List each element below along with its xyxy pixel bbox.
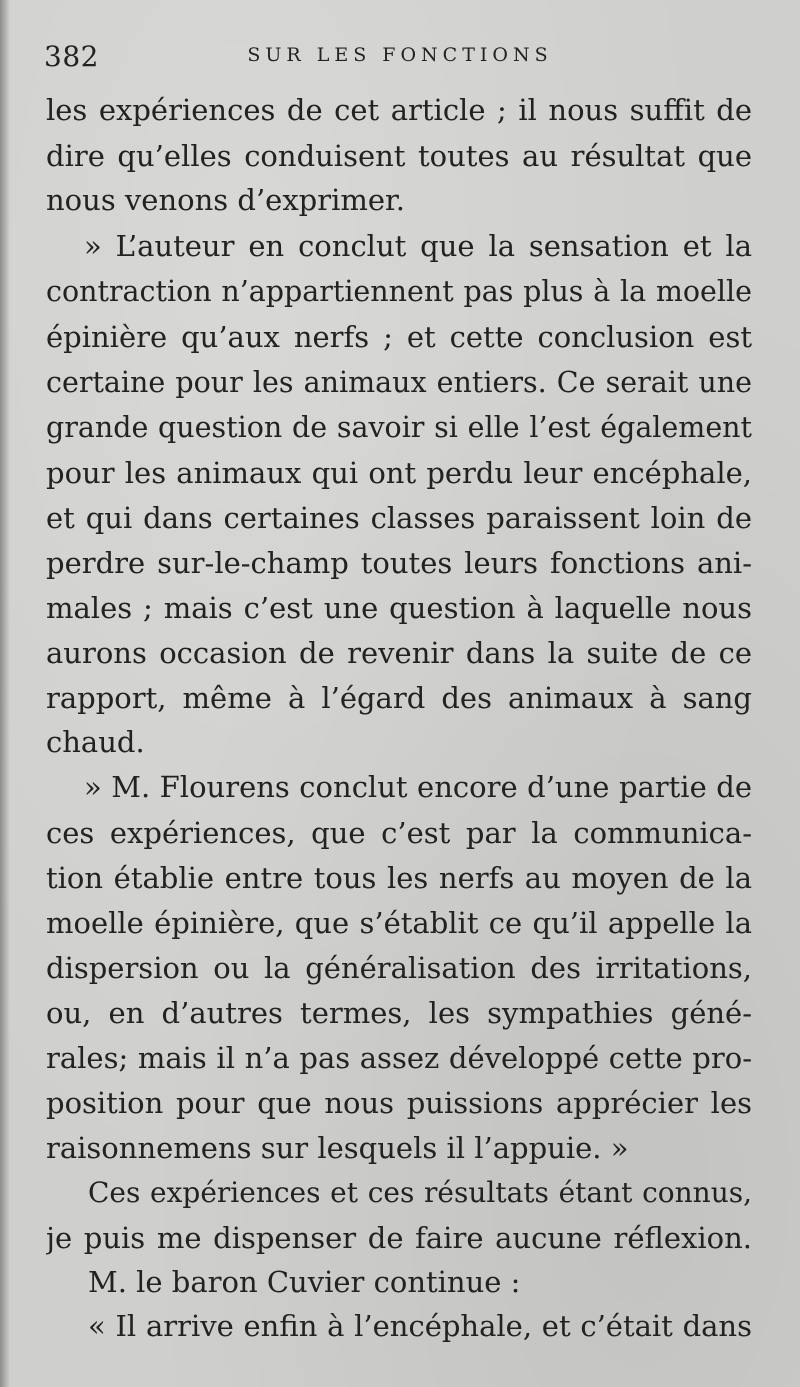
text-line: » M. Flourens conclut encore d’une partie de (84, 770, 752, 804)
text-line: moelle épinière, que s’établit ce qu’il appelle la (46, 906, 752, 940)
text-line: dire qu’elles conduisent toutes au résultat que (46, 139, 752, 173)
text-line: contraction n’appartiennent pas plus à la moelle (46, 275, 752, 308)
text-line: raisonnemens sur lesquels il l’appuie. » (46, 1131, 629, 1165)
text-line: « Il arrive enfin à l’encéphale, et c’était dans (88, 1309, 752, 1343)
text-line: Ces expériences et ces résultats étant connus, (88, 1176, 752, 1209)
text-line: tion établie entre tous les nerfs au moyen de la (46, 861, 752, 895)
text-line: » L’auteur en conclut que la sensation et la (84, 229, 752, 263)
text-line: position pour que nous puissions apprécier les (46, 1086, 752, 1120)
text-line: certaine pour les animaux entiers. Ce serait une (46, 366, 752, 399)
page-edge-shadow (0, 0, 10, 1387)
text-line: rales; mais il n’a pas assez développé cette pro- (46, 1041, 752, 1075)
text-line: je puis me dispenser de faire aucune réflexion. (46, 1221, 752, 1255)
page-number: 382 (44, 40, 99, 73)
text-line: nous venons d’exprimer. (46, 183, 405, 217)
text-line: M. le baron Cuvier continue : (88, 1265, 521, 1299)
text-line: chaud. (46, 725, 145, 759)
text-line: et qui dans certaines classes paraissent loin de (46, 501, 752, 535)
text-line: rapport, même à l’égard des animaux à sang (46, 681, 752, 715)
text-line: épinière qu’aux nerfs ; et cette conclusion est (46, 320, 752, 354)
text-line: les expériences de cet article ; il nous suffit de (46, 93, 752, 127)
text-line: ou, en d’autres termes, les sympathies géné- (46, 996, 752, 1030)
text-line: perdre sur-le-champ toutes leurs fonctions ani- (46, 546, 752, 580)
text-line: aurons occasion de revenir dans la suite de ce (46, 636, 752, 670)
text-line: dispersion ou la généralisation des irritations, (46, 951, 752, 985)
text-line: males ; mais c’est une question à laquelle nous (46, 591, 752, 625)
text-line: grande question de savoir si elle l’est également (46, 411, 752, 444)
running-head: SUR LES FONCTIONS (247, 44, 553, 66)
text-line: pour les animaux qui ont perdu leur encéphale, (46, 456, 752, 490)
text-line: ces expériences, que c’est par la communica- (46, 816, 752, 850)
